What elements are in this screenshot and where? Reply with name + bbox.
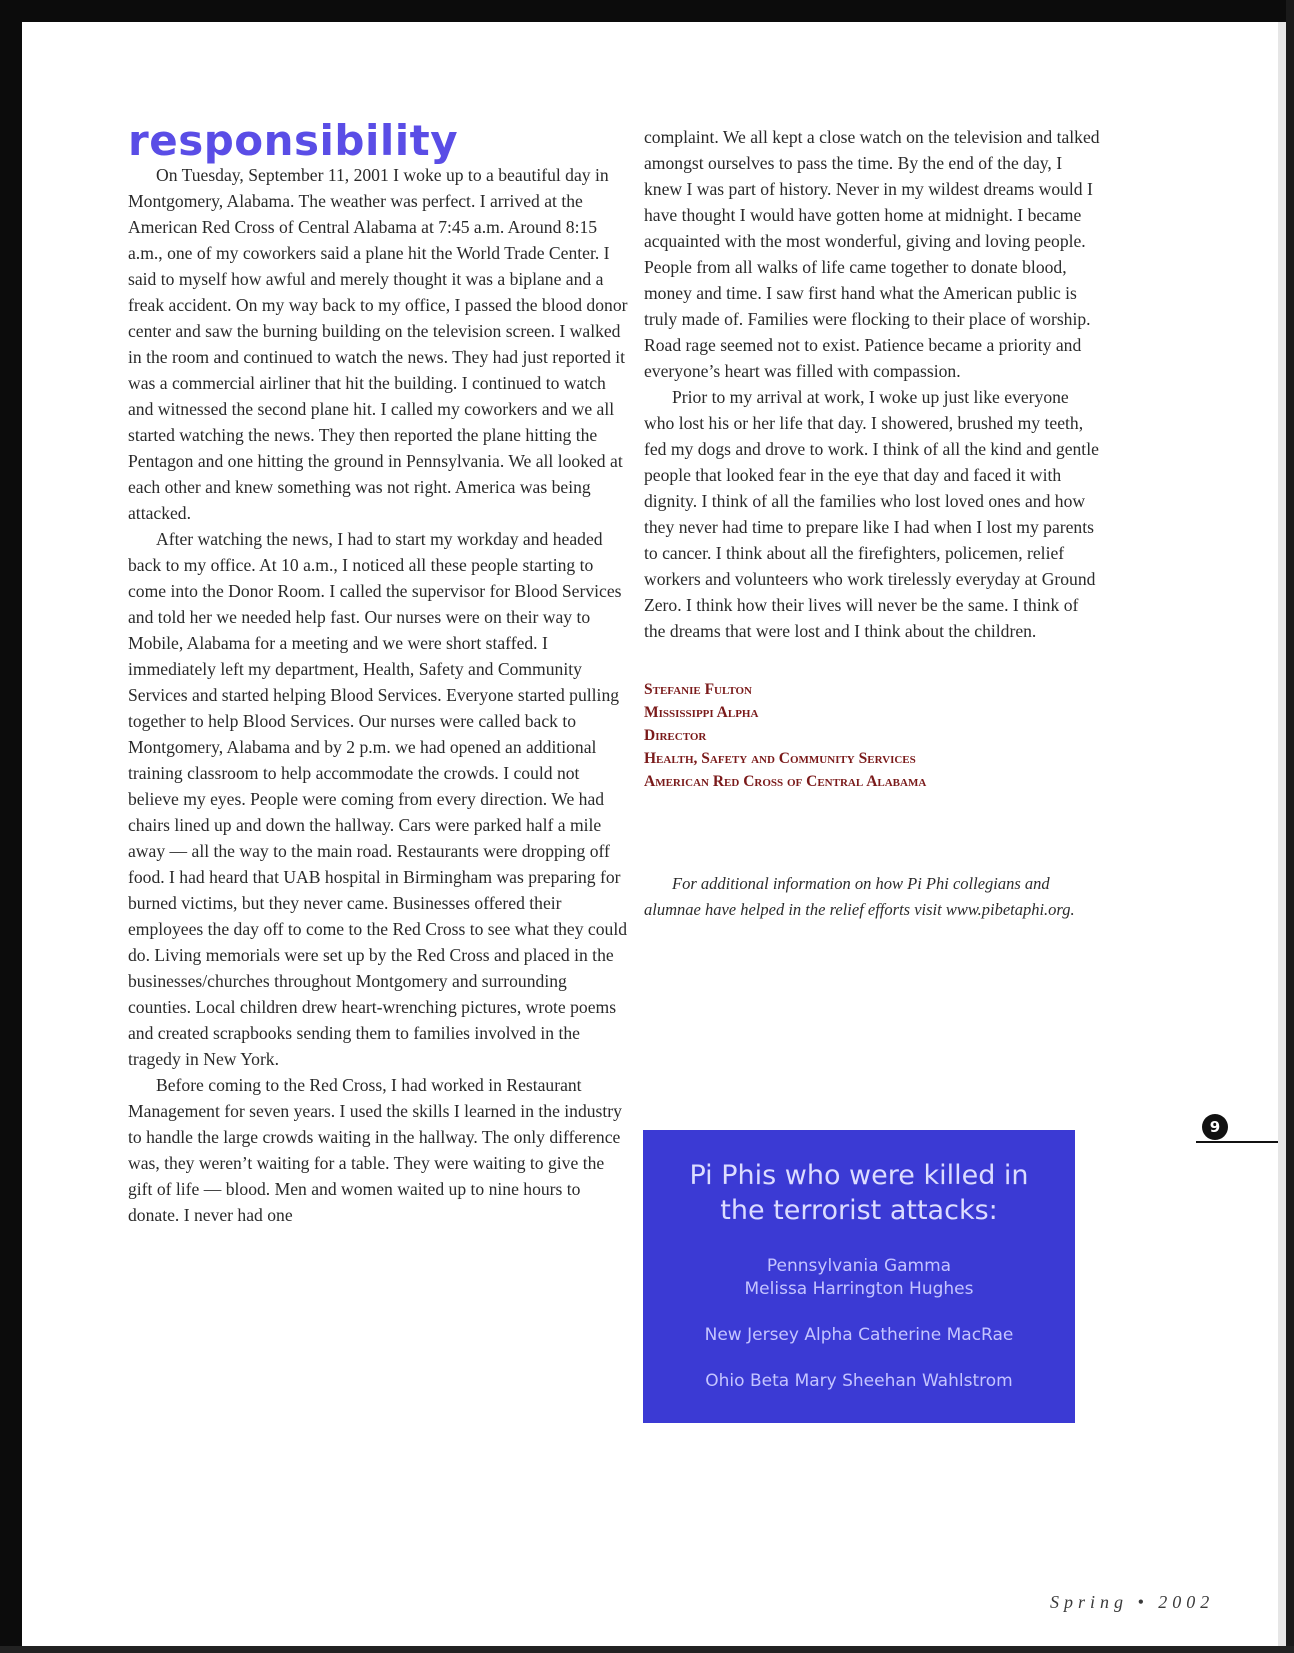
author-organization: American Red Cross of Central Alabama [644,773,927,790]
author-chapter: Mississippi Alpha [644,704,759,721]
scan-border-left [0,0,22,1653]
author-role: Director [644,727,707,744]
article-paragraph: After watching the news, I had to start my workday and headed back to my office. At 10 a.m., I noticed all these people starting to come into the Donor Room. I called the supervisor for Blood Services and told her we needed help fast. Our nurses were on their way to Mobile, Alabama for a meeting and we were short staffed. I immediately left my department, Health, Safety and Community Services and started helping Blood Services. Everyone started pulling together to help Blood Services. Our nurses were called back to Montgomery, Alabama and by 2 p.m. we had opened an additional training classroom to help accommodate the crowds. I could not believe my eyes. People were coming from every direction. We had chairs lined up and down the hallway. Cars were parked half a mile away — all the way to the main road. Restaurants were dropping off food. I had heard that UAB hospital in Birmingham was preparing for burned victims, but they never came. Businesses offered their employees the day off to come to the Red Cross to see what they could do. Living memorials were set up by the Red Cross and placed in the businesses/churches throughout Montgomery and surrounding counties. Local children drew heart-wrenching pictures, wrote poems and created scrapbooks sending them to families involved in the tragedy in New York. [128,529,628,1069]
article-paragraph: Before coming to the Red Cross, I had worked in Restaurant Management for seven years. I used the skills I learned in the industry to handle the large crowds waiting in the hallway. The only difference was, they weren’t waiting for a table. They were waiting to give the gift of life — blood. Men and women waited up to nine hours to donate. I never had one [128,1075,622,1225]
issue-footer: Spring • 2002 [1050,1592,1215,1612]
author-department: Health, Safety and Community Services [644,750,916,767]
scan-border-right [1286,0,1294,1653]
author-name: Stefanie Fulton [644,681,752,698]
page-number: 9 [1202,1114,1228,1140]
article-paragraph: Prior to my arrival at work, I woke up just like everyone who lost his or her life that day. I showered, brushed my teeth, fed my dogs and drove to work. I think of all the kind and gentle people that looked fear in the eye that day and faced it with dignity. I think of all the families who lost loved ones and how they never had time to prepare like I had when I lost my parents to cancer. I think about all the firefighters, policemen, relief workers and volunteers who work tirelessly everyday at Ground Zero. I think how their lives will never be the same. I think of the dreams that were lost and I think about the children. [644,387,1099,641]
article-title: responsibility [128,116,459,165]
memorial-title-line: the terrorist attacks: [720,1195,998,1226]
page-number-rule [1196,1141,1278,1143]
memorial-entry: New Jersey Alpha Catherine MacRae [704,1325,1014,1345]
memorial-title [643,1158,1075,1228]
memorial-entry [643,1255,1075,1301]
memorial-entry: Ohio Beta Mary Sheehan Wahlstrom [705,1371,1013,1391]
scan-border-bottom [0,1646,1294,1653]
article-paragraph: On Tuesday, September 11, 2001 I woke up to a beautiful day in Montgomery, Alabama. The weather was perfect. I arrived at the American Red Cross of Central Alabama at 7:45 a.m. Around 8:15 a.m., one of my coworkers said a plane hit the World Trade Center. I said to myself how awful and merely thought it was a biplane and a freak accident. On my way back to my office, I passed the blood donor center and saw the burning building on the television screen. I walked in the room and continued to watch the news. They had just reported it was a commercial airliner that hit the building. I continued to watch and witnessed the second plane hit. I called my coworkers and we all started watching the news. They then reported the plane hitting the Pentagon and one hitting the ground in Pennsylvania. We all looked at each other and knew something was not right. America was being attacked. [128,165,628,523]
scan-edge-strip [1278,22,1286,1653]
additional-info-note: For additional information on how Pi Phi collegians and alumnae have helped in the relief efforts visit www.pibetaphi.org. [644,874,1075,919]
article-column-right [644,124,1102,940]
article-column-left [128,116,628,1228]
memorial-title-line: Pi Phis who were killed in [689,1160,1029,1191]
memorial-person: Melissa Harrington Hughes [744,1279,974,1299]
scan-border-top [0,0,1294,22]
memorial-box [643,1130,1075,1423]
article-paragraph: complaint. We all kept a close watch on the television and talked amongst ourselves to pass the time. By the end of the day, I knew I was part of history. Never in my wildest dreams would I have thought I would have gotten home at midnight. I became acquainted with the most wonderful, giving and loving people. People from all walks of life came together to donate blood, money and time. I saw first hand what the American public is truly made of. Families were flocking to their place of worship. Road rage seemed not to exist. Patience became a priority and everyone’s heart was filled with compassion. [644,127,1100,381]
author-byline [644,678,1102,793]
memorial-chapter: Pennsylvania Gamma [766,1256,952,1276]
